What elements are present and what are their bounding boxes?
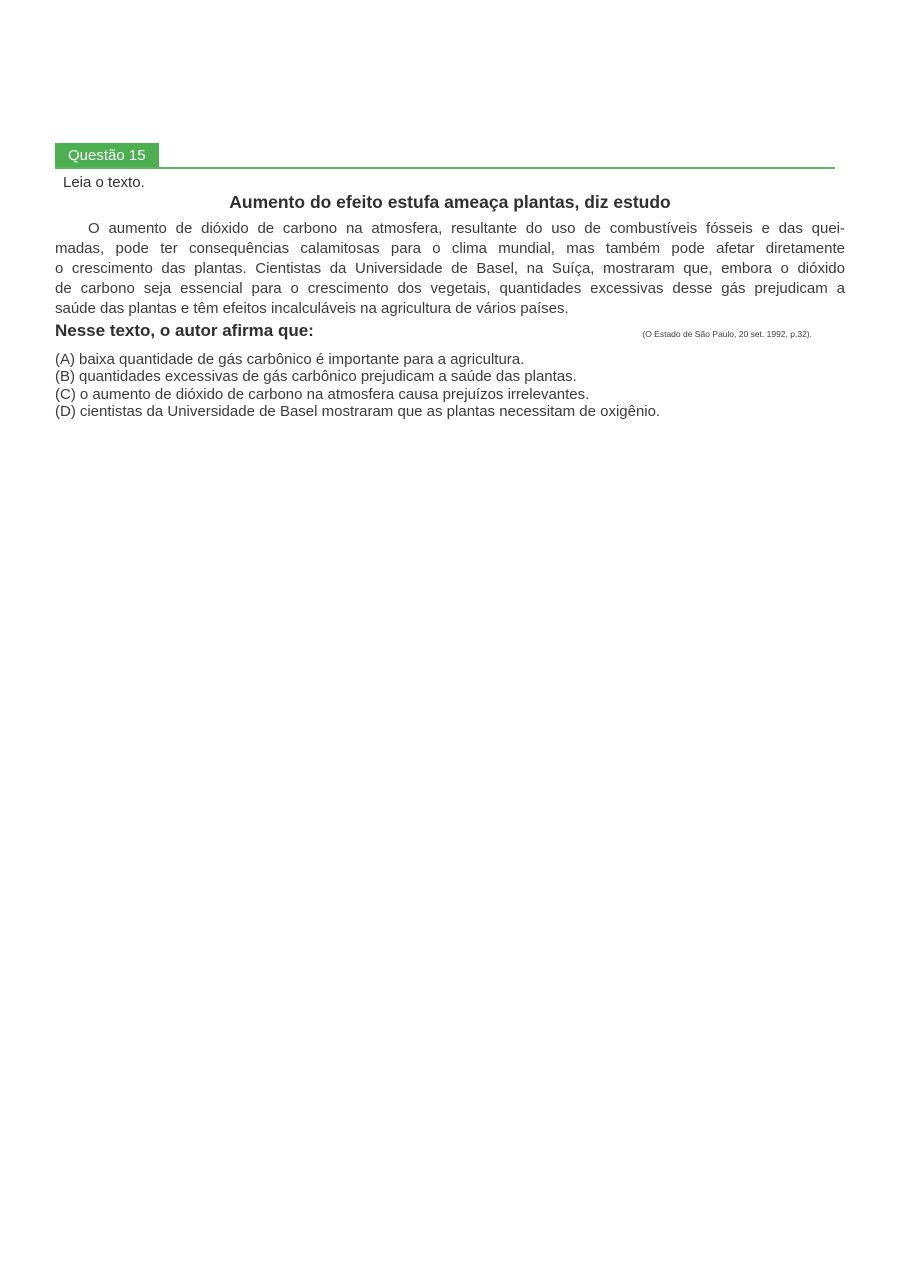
option-text: o aumento de dióxido de carbono na atmosfera causa prejuízos irrelevantes. <box>79 385 590 403</box>
option-row-d <box>55 403 855 420</box>
question-prompt: Nesse texto, o autor afirma que: <box>55 321 314 340</box>
options-list <box>55 351 855 421</box>
passage-title: Aumento do efeito estufa ameaça plantas, diz estudo <box>229 192 671 212</box>
option-row-c <box>55 386 855 403</box>
header-rule <box>55 167 835 169</box>
option-label: (D) <box>55 403 76 421</box>
option-text: baixa quantidade de gás carbônico é importante para a agricultura. <box>79 351 525 368</box>
option-row-a <box>55 351 855 368</box>
paragraph-line: de carbono seja essencial para o crescimento dos vegetais, quantidades excessivas desse gás prejudicam a <box>55 280 845 297</box>
option-label: (C) <box>55 385 76 403</box>
paragraph-line: O aumento de dióxido de carbono na atmosfera, resultante do uso de combustíveis fósseis e das quei- <box>88 220 845 237</box>
paragraph-line: saúde das plantas e têm efeitos incalculáveis na agricultura de vários países. <box>55 300 569 317</box>
option-text: quantidades excessivas de gás carbônico prejudicam a saúde das plantas. <box>79 368 577 386</box>
instruction-text: Leia o texto. <box>63 174 145 191</box>
question-number-badge: Questão 15 <box>55 143 159 168</box>
paragraph-line: o crescimento das plantas. Cientistas da Universidade de Basel, na Suíça, mostraram que, embora o dióxido <box>55 260 845 277</box>
source-citation: (O Estado de São Paulo, 20 set. 1992, p.32). <box>642 329 812 339</box>
option-label: (A) <box>55 351 75 368</box>
option-text: cientistas da Universidade de Basel mostraram que as plantas necessitam de oxigênio. <box>79 403 661 421</box>
option-row-b <box>55 368 855 385</box>
passage-paragraph <box>55 219 845 319</box>
paragraph-line: madas, pode ter consequências calamitosas para o clima mundial, mas também pode afetar diretamente <box>55 240 845 257</box>
option-label: (B) <box>55 368 75 386</box>
